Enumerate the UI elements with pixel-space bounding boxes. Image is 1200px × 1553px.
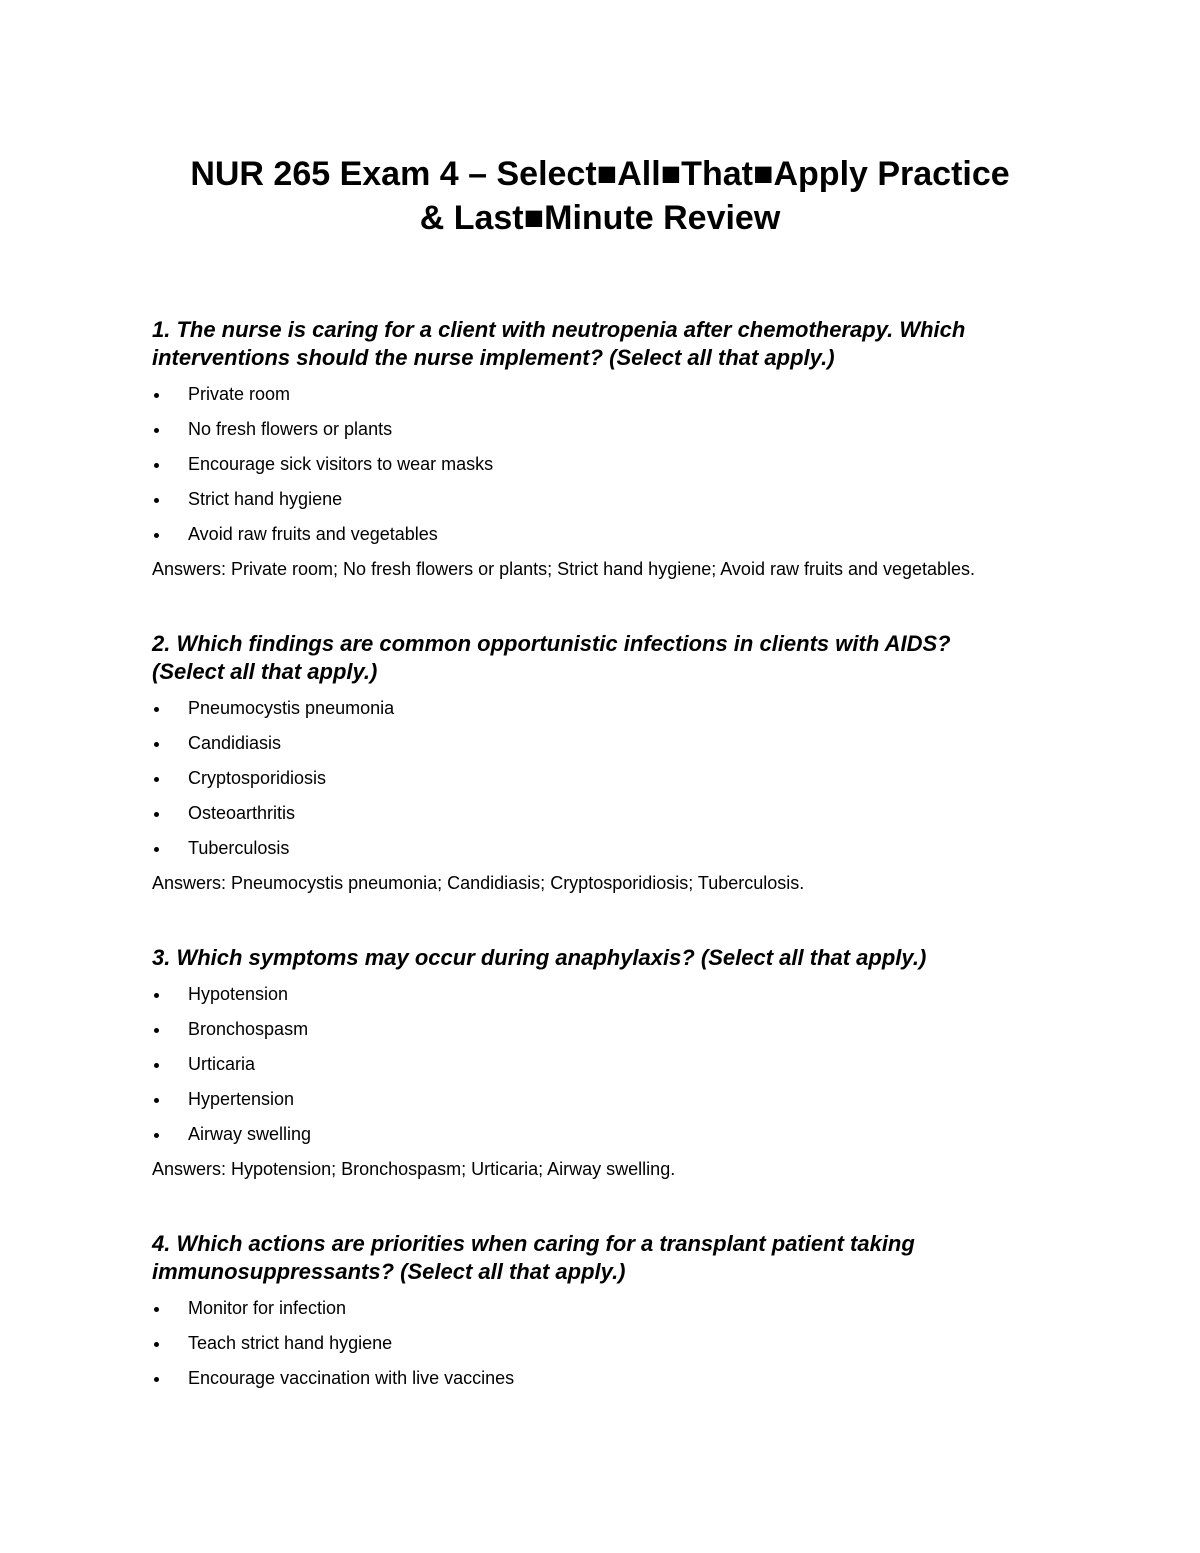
option-text: Hypertension xyxy=(188,1089,295,1109)
option-text: Bronchospasm xyxy=(188,1019,309,1039)
bullet-icon xyxy=(154,393,159,398)
option-list xyxy=(152,1291,1052,1396)
answer-text: Answers: Pneumocystis pneumonia; Candidiasis; Cryptosporidiosis; Tuberculosis. xyxy=(152,873,805,893)
answer-text: Answers: Hypotension; Bronchospasm; Urticaria; Airway swelling. xyxy=(152,1159,676,1179)
list-item xyxy=(152,517,1052,552)
question-4 xyxy=(152,1230,1052,1396)
bullet-icon xyxy=(154,993,159,998)
list-item xyxy=(152,977,1052,1012)
option-text: Monitor for infection xyxy=(188,1298,347,1318)
bullet-icon xyxy=(154,707,159,712)
question-2 xyxy=(152,630,1052,901)
question-1 xyxy=(152,316,1052,587)
bullet-icon xyxy=(154,1377,159,1382)
list-item xyxy=(152,1326,1052,1361)
option-text: Teach strict hand hygiene xyxy=(188,1333,393,1353)
bullet-icon xyxy=(154,1307,159,1312)
list-item xyxy=(152,1361,1052,1396)
question-3 xyxy=(152,944,1052,1187)
bullet-icon xyxy=(154,847,159,852)
question-text xyxy=(152,1230,1052,1286)
bullet-icon xyxy=(154,1028,159,1033)
list-item xyxy=(152,1047,1052,1082)
option-text: Airway swelling xyxy=(188,1124,312,1144)
title-line-2: & Last■Minute Review xyxy=(419,199,781,237)
question-text xyxy=(152,944,1052,972)
bullet-icon xyxy=(154,533,159,538)
bullet-icon xyxy=(154,1133,159,1138)
bullet-icon xyxy=(154,742,159,747)
option-text: Urticaria xyxy=(188,1054,256,1074)
list-item xyxy=(152,831,1052,866)
answer-text: Answers: Private room; No fresh flowers or plants; Strict hand hygiene; Avoid raw fruits and vegetables. xyxy=(152,559,976,579)
list-item xyxy=(152,1291,1052,1326)
list-item xyxy=(152,482,1052,517)
option-text: Tuberculosis xyxy=(188,838,290,858)
title-line-1: NUR 265 Exam 4 – Select■All■That■Apply Practice xyxy=(190,155,1010,193)
option-text: Cryptosporidiosis xyxy=(188,768,327,788)
bullet-icon xyxy=(154,1063,159,1068)
option-text: Osteoarthritis xyxy=(188,803,296,823)
option-text: Private room xyxy=(188,384,291,404)
document-title xyxy=(100,152,1100,240)
bullet-icon xyxy=(154,428,159,433)
list-item xyxy=(152,761,1052,796)
bullet-icon xyxy=(154,812,159,817)
question-text-line: 2. Which findings are common opportunistic infections in clients with AIDS? xyxy=(152,631,951,656)
question-text-line: 4. Which actions are priorities when caring for a transplant patient taking xyxy=(152,1231,915,1256)
option-text: Pneumocystis pneumonia xyxy=(188,698,395,718)
list-item xyxy=(152,447,1052,482)
question-text-line: 3. Which symptoms may occur during anaphylaxis? (Select all that apply.) xyxy=(152,945,927,970)
list-item xyxy=(152,726,1052,761)
list-item xyxy=(152,1117,1052,1152)
option-text: Strict hand hygiene xyxy=(188,489,343,509)
question-text xyxy=(152,316,1052,372)
option-text: Avoid raw fruits and vegetables xyxy=(188,524,438,544)
option-list xyxy=(152,691,1052,866)
question-text-line: interventions should the nurse implement? (Select all that apply.) xyxy=(152,345,835,370)
list-item xyxy=(152,796,1052,831)
option-list xyxy=(152,977,1052,1152)
list-item xyxy=(152,377,1052,412)
option-text: Candidiasis xyxy=(188,733,282,753)
option-list xyxy=(152,377,1052,552)
bullet-icon xyxy=(154,777,159,782)
question-text-line: (Select all that apply.) xyxy=(152,659,378,684)
bullet-icon xyxy=(154,1098,159,1103)
question-text-line: immunosuppressants? (Select all that apply.) xyxy=(152,1259,626,1284)
option-text: Hypotension xyxy=(188,984,289,1004)
list-item xyxy=(152,1012,1052,1047)
bullet-icon xyxy=(154,463,159,468)
question-text-line: 1. The nurse is caring for a client with neutropenia after chemotherapy. Which xyxy=(152,317,966,342)
list-item xyxy=(152,1082,1052,1117)
option-text: No fresh flowers or plants xyxy=(188,419,393,439)
bullet-icon xyxy=(154,1342,159,1347)
list-item xyxy=(152,691,1052,726)
option-text: Encourage vaccination with live vaccines xyxy=(188,1368,515,1388)
list-item xyxy=(152,412,1052,447)
question-text xyxy=(152,630,1052,686)
bullet-icon xyxy=(154,498,159,503)
option-text: Encourage sick visitors to wear masks xyxy=(188,454,494,474)
